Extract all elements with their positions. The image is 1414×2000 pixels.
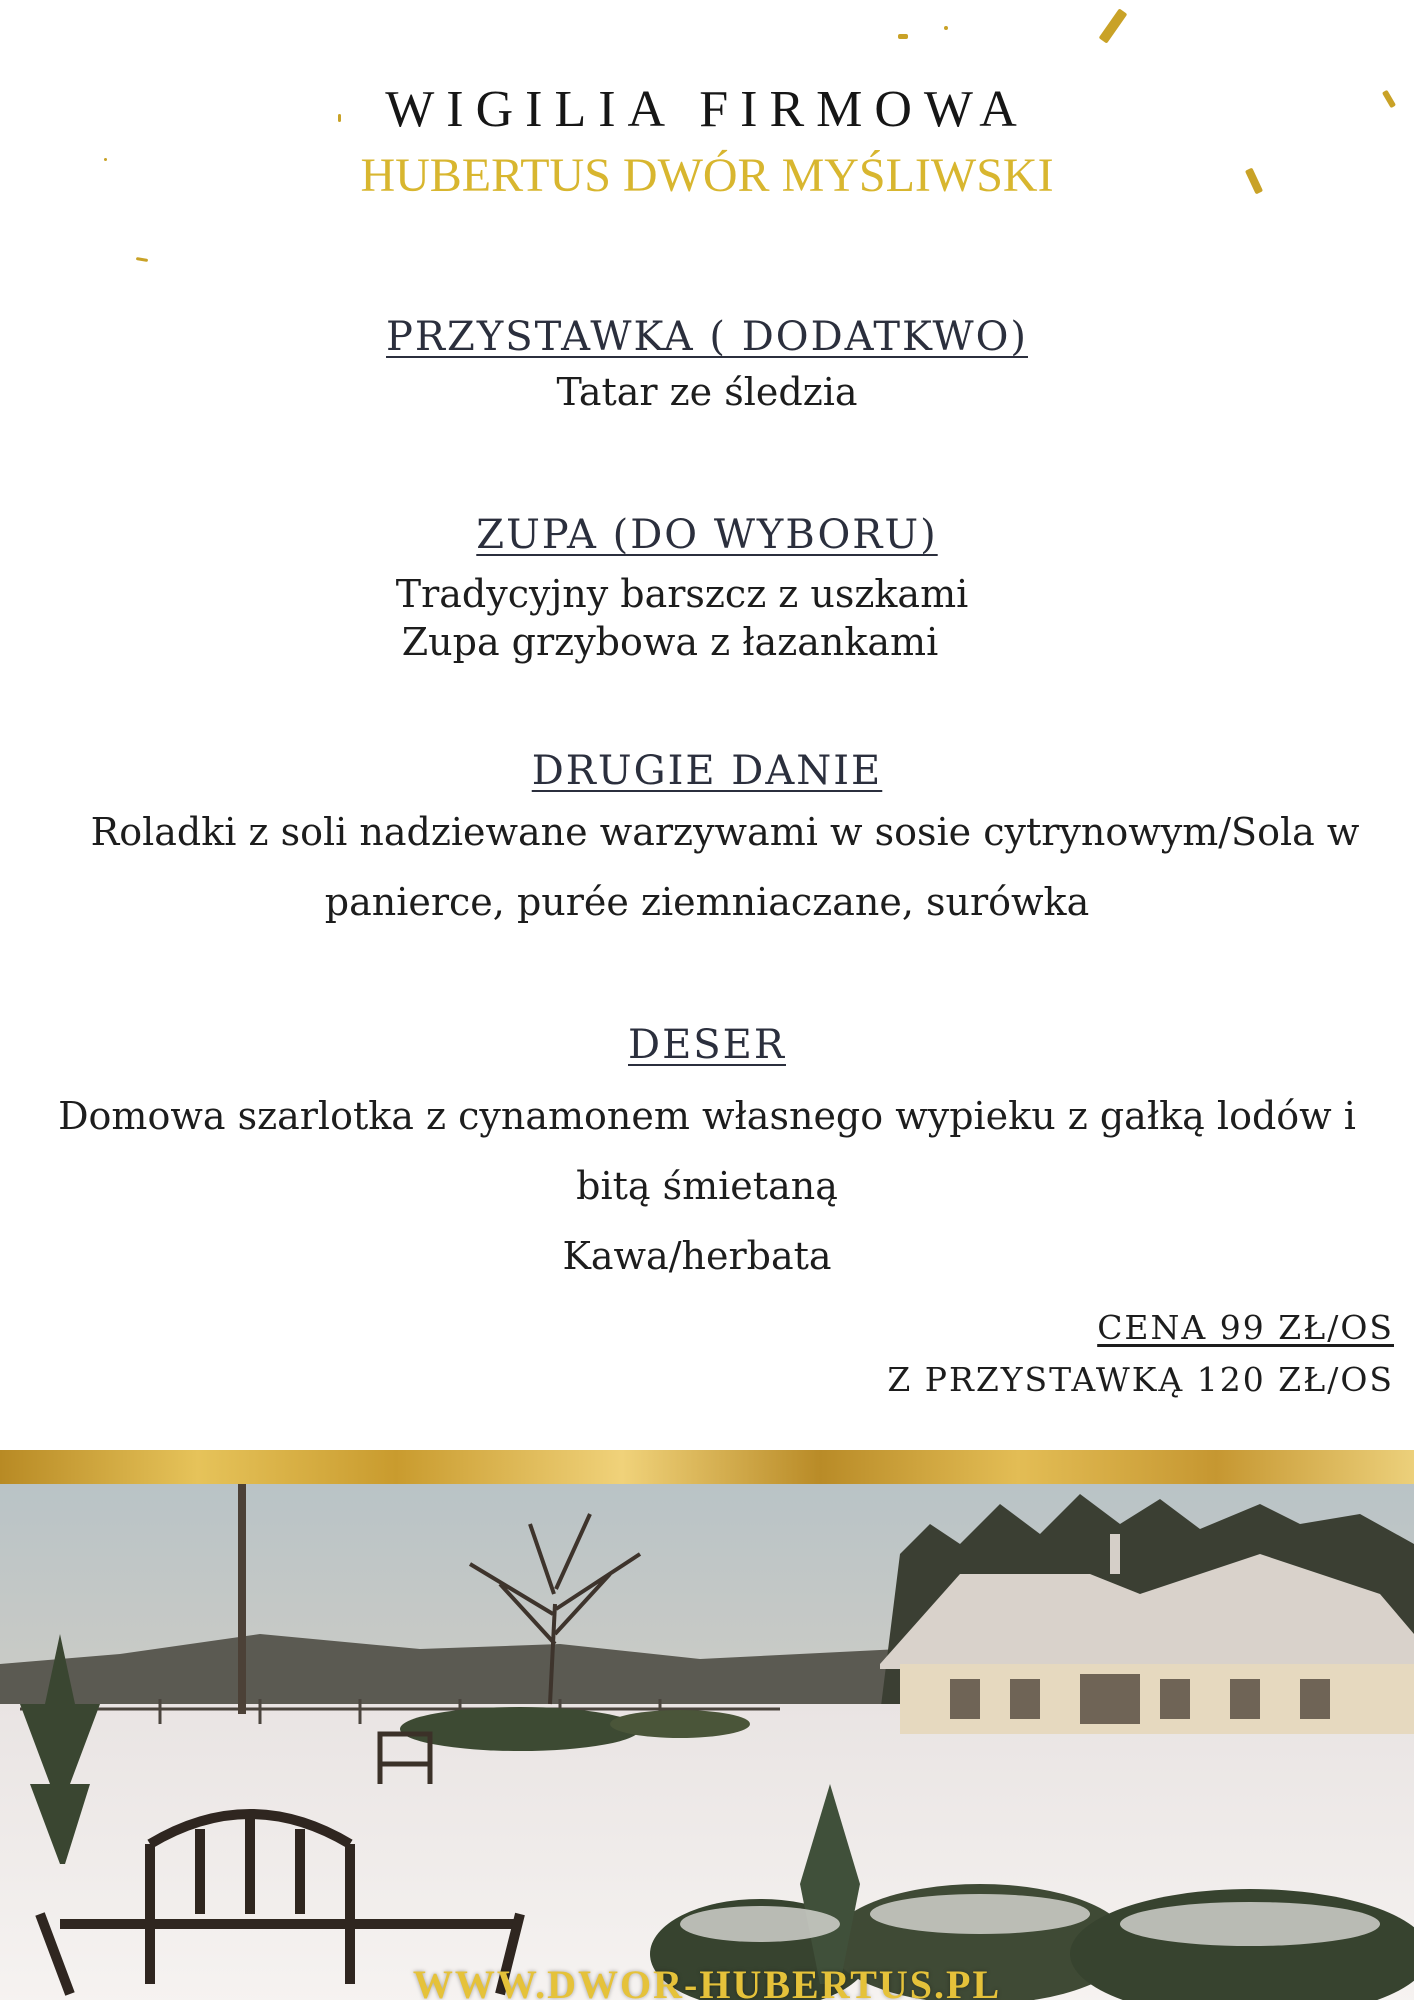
- price-with-starter: Z PRZYSTAWKĄ 120 ZŁ/OS: [887, 1360, 1394, 1399]
- main-course-line: Roladki z soli nadziewane warzywami w sosie cytrynowym/Sola w: [90, 810, 1360, 854]
- dessert-line: Kawa/herbata: [562, 1234, 832, 1278]
- dessert-line: Domowa szarlotka z cynamonem własnego wypieku z gałką lodów i: [58, 1094, 1356, 1138]
- winter-manor-photo: [0, 1484, 1414, 2000]
- confetti-decoration: [944, 26, 948, 30]
- main-course-heading: DRUGIE DANIE: [531, 748, 883, 794]
- soup-item: Tradycyjny barszcz z uszkami: [395, 572, 969, 616]
- starter-item: Tatar ze śledzia: [556, 370, 858, 414]
- gold-foil-band: [0, 1450, 1414, 1484]
- soup-heading: ZUPA (DO WYBORU): [476, 512, 938, 558]
- starter-heading: PRZYSTAWKA ( DODATKWO): [386, 314, 1028, 360]
- soup-item: Zupa grzybowa z łazankami: [401, 620, 939, 664]
- venue-name: HUBERTUS DWÓR MYŚLIWSKI: [360, 149, 1054, 202]
- website-url[interactable]: WWW.DWOR-HUBERTUS.PL: [412, 1962, 1002, 2000]
- main-course-line: panierce, purée ziemniaczane, surówka: [324, 880, 1090, 924]
- price-label: CENA 99 ZŁ/OS: [1097, 1308, 1394, 1347]
- confetti-decoration: [898, 34, 908, 39]
- confetti-decoration: [1099, 8, 1128, 43]
- dessert-heading: DESER: [628, 1022, 786, 1068]
- page-title: WIGILIA FIRMOWA: [385, 81, 1029, 138]
- confetti-decoration: [136, 257, 148, 262]
- dessert-line: bitą śmietaną: [576, 1164, 838, 1208]
